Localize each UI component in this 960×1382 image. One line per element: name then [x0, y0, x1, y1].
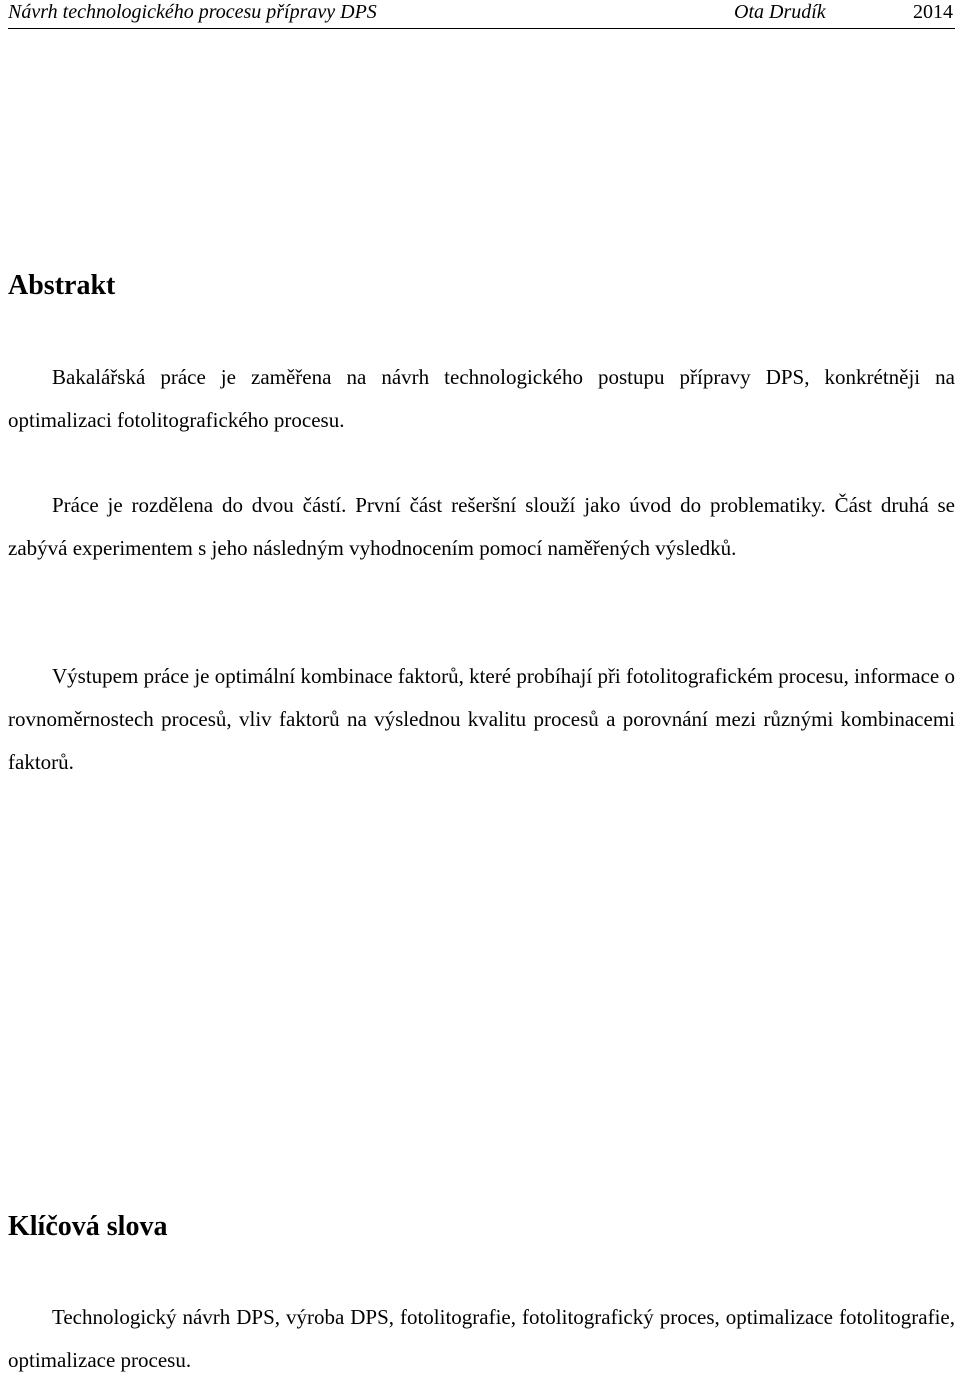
- abstract-paragraph-2: Práce je rozdělena do dvou částí. První část rešeršní slouží jako úvod do problematiky. Část druhá se zabývá experimentem s jeho následným vyhodnocením pomocí naměřených výsledků.: [8, 493, 955, 560]
- abstract-paragraph-3: Výstupem práce je optimální kombinace faktorů, které probíhají při fotolitografickém procesu, informace o rovnoměrnostech procesů, vliv faktorů na výslednou kvalitu procesů a porovnání mezi různými kombinacemi faktorů.: [8, 664, 955, 774]
- keywords-heading: Klíčová slova: [8, 1211, 168, 1242]
- header-year: 2014: [913, 1, 953, 23]
- abstract-heading: Abstrakt: [8, 270, 116, 301]
- page-header: [8, 0, 955, 29]
- keywords-text: Technologický návrh DPS, výroba DPS, fotolitografie, fotolitografický proces, optimalizace fotolitografie, optimalizace procesu.: [8, 1305, 955, 1372]
- header-author: Ota Drudík: [734, 1, 826, 23]
- abstract-paragraph-1: Bakalářská práce je zaměřena na návrh technologického postupu přípravy DPS, konkrétněji na optimalizaci fotolitografického procesu.: [8, 365, 955, 432]
- header-document-title: Návrh technologického procesu přípravy DPS: [8, 1, 377, 23]
